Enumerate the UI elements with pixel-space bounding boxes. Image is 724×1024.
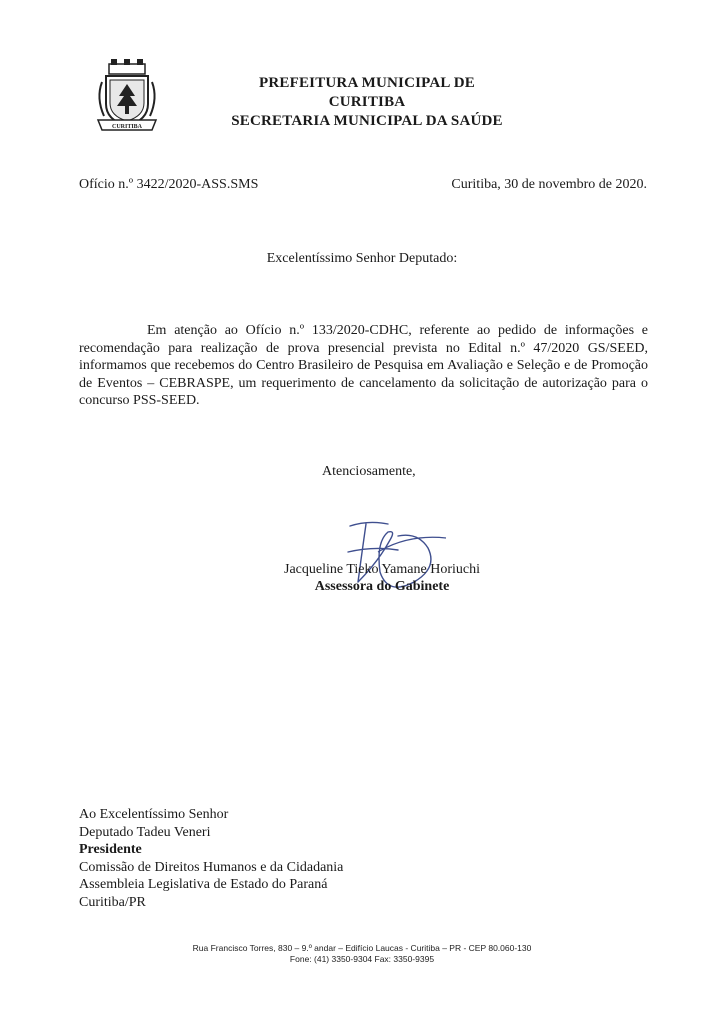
signer-role: Assessora do Gabinete [314, 579, 450, 594]
crest-motto: CURITIBA [111, 124, 143, 130]
recipient-line-5: Assembleia Legislativa de Estado do Paraná [79, 877, 328, 892]
recipient-block [79, 806, 343, 911]
signature-block [262, 561, 502, 595]
place-date: Curitiba, 30 de novembro de 2020. [451, 177, 647, 192]
page-footer [0, 943, 724, 965]
recipient-line-2: Deputado Tadeu Veneri [79, 824, 211, 840]
footer-phone: Fone: (41) 3350-9304 Fax: 3350-9395 [289, 954, 435, 964]
letterhead [222, 74, 512, 131]
letter-number: Ofício n.º 3422/2020-ASS.SMS [79, 177, 259, 192]
letterhead-line-2: SECRETARIA MUNICIPAL DA SAÚDE [231, 113, 503, 129]
coat-of-arms-icon [92, 58, 162, 134]
footer-address: Rua Francisco Torres, 830 – 9.º andar – Edifício Laucas - Curitiba – PR - CEP 80.060-130 [192, 943, 532, 953]
recipient-title: Presidente [79, 842, 142, 857]
salutation: Excelentíssimo Senhor Deputado: [266, 251, 458, 266]
closing: Atenciosamente, [322, 464, 416, 479]
letter-body: Em atenção ao Ofício n.º 133/2020-CDHC, referente ao pedido de informações e recomendação para realização de prova presencial prevista no Edital n.º 47/2020 GS/SEED, informamos que recebemos do Centro Brasileiro de Pesquisa em Avaliação e Seleção e de Promoção de Eventos – CEBRASPE, um requerimento de cancelamento da solicitação de autorização para o concurso PSS-SEED. [79, 323, 648, 409]
letterhead-line-1: PREFEITURA MUNICIPAL DE CURITIBA [258, 75, 475, 110]
recipient-line-6: Curitiba/PR [79, 894, 146, 910]
recipient-line-4: Comissão de Direitos Humanos e da Cidadania [79, 859, 344, 875]
signer-name: Jacqueline Tieko Yamane Horiuchi [284, 562, 480, 577]
recipient-line-1: Ao Excelentíssimo Senhor [79, 807, 229, 822]
